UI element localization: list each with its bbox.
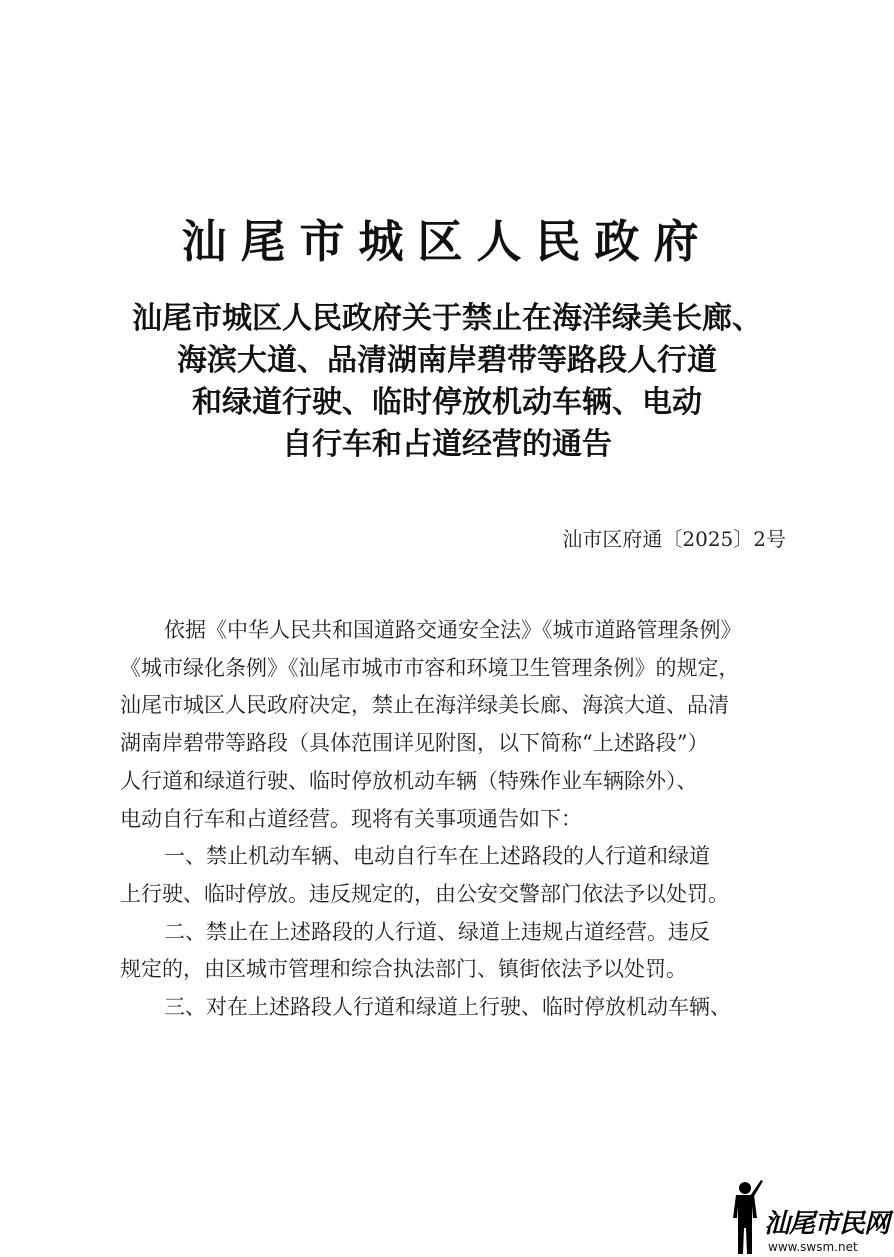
title-line: 汕尾市城区人民政府关于禁止在海洋绿美长廊、 [132,301,762,336]
notice-body [120,612,800,1027]
body-line: 汕尾市城区人民政府决定，禁止在海洋绿美长廊、海滨大道、品清 [120,693,729,718]
site-watermark [728,1180,894,1257]
body-line: 规定的，由区城市管理和综合执法部门、镇街依法予以处罚。 [120,957,687,982]
body-line: 《城市绿化条例》《汕尾市城市市容和环境卫生管理条例》的规定， [120,655,740,680]
body-line: 上行驶、临时停放。违反规定的，由公安交警部门依法予以处罚。 [120,881,729,906]
document-number: 汕市区府通〔2025〕2号 [562,527,786,551]
title-line: 自行车和占道经营的通告 [282,427,612,462]
body-line: 一、禁止机动车辆、电动自行车在上述路段的人行道和绿道 [164,844,710,869]
body-line: 湖南岸碧带等路段（具体范围详见附图，以下简称“上述路段”） [120,731,709,756]
body-line: 人行道和绿道行驶、临时停放机动车辆（特殊作业车辆除外）、 [120,768,698,793]
issuer-heading: 汕尾市城区人民政府 [181,215,713,268]
notice-title [60,298,834,466]
title-line: 海滨大道、品清湖南岸碧带等路段人行道 [177,343,717,378]
body-line: 依据《中华人民共和国道路交通安全法》《城市道路管理条例》 [164,618,742,642]
watermark-url: www.swsm.net [768,1240,858,1254]
watermark-site-name: 汕尾市民网 [764,1209,890,1239]
body-line: 三、对在上述路段人行道和绿道上行驶、临时停放机动车辆、 [164,995,731,1020]
body-line: 电动自行车和占道经营。现将有关事项通告如下： [120,806,582,831]
body-line: 二、禁止在上述路段的人行道、绿道上违规占道经营。违反 [164,919,710,944]
title-line: 和绿道行驶、临时停放机动车辆、电动 [192,385,702,420]
person-silhouette-icon [730,1180,764,1257]
